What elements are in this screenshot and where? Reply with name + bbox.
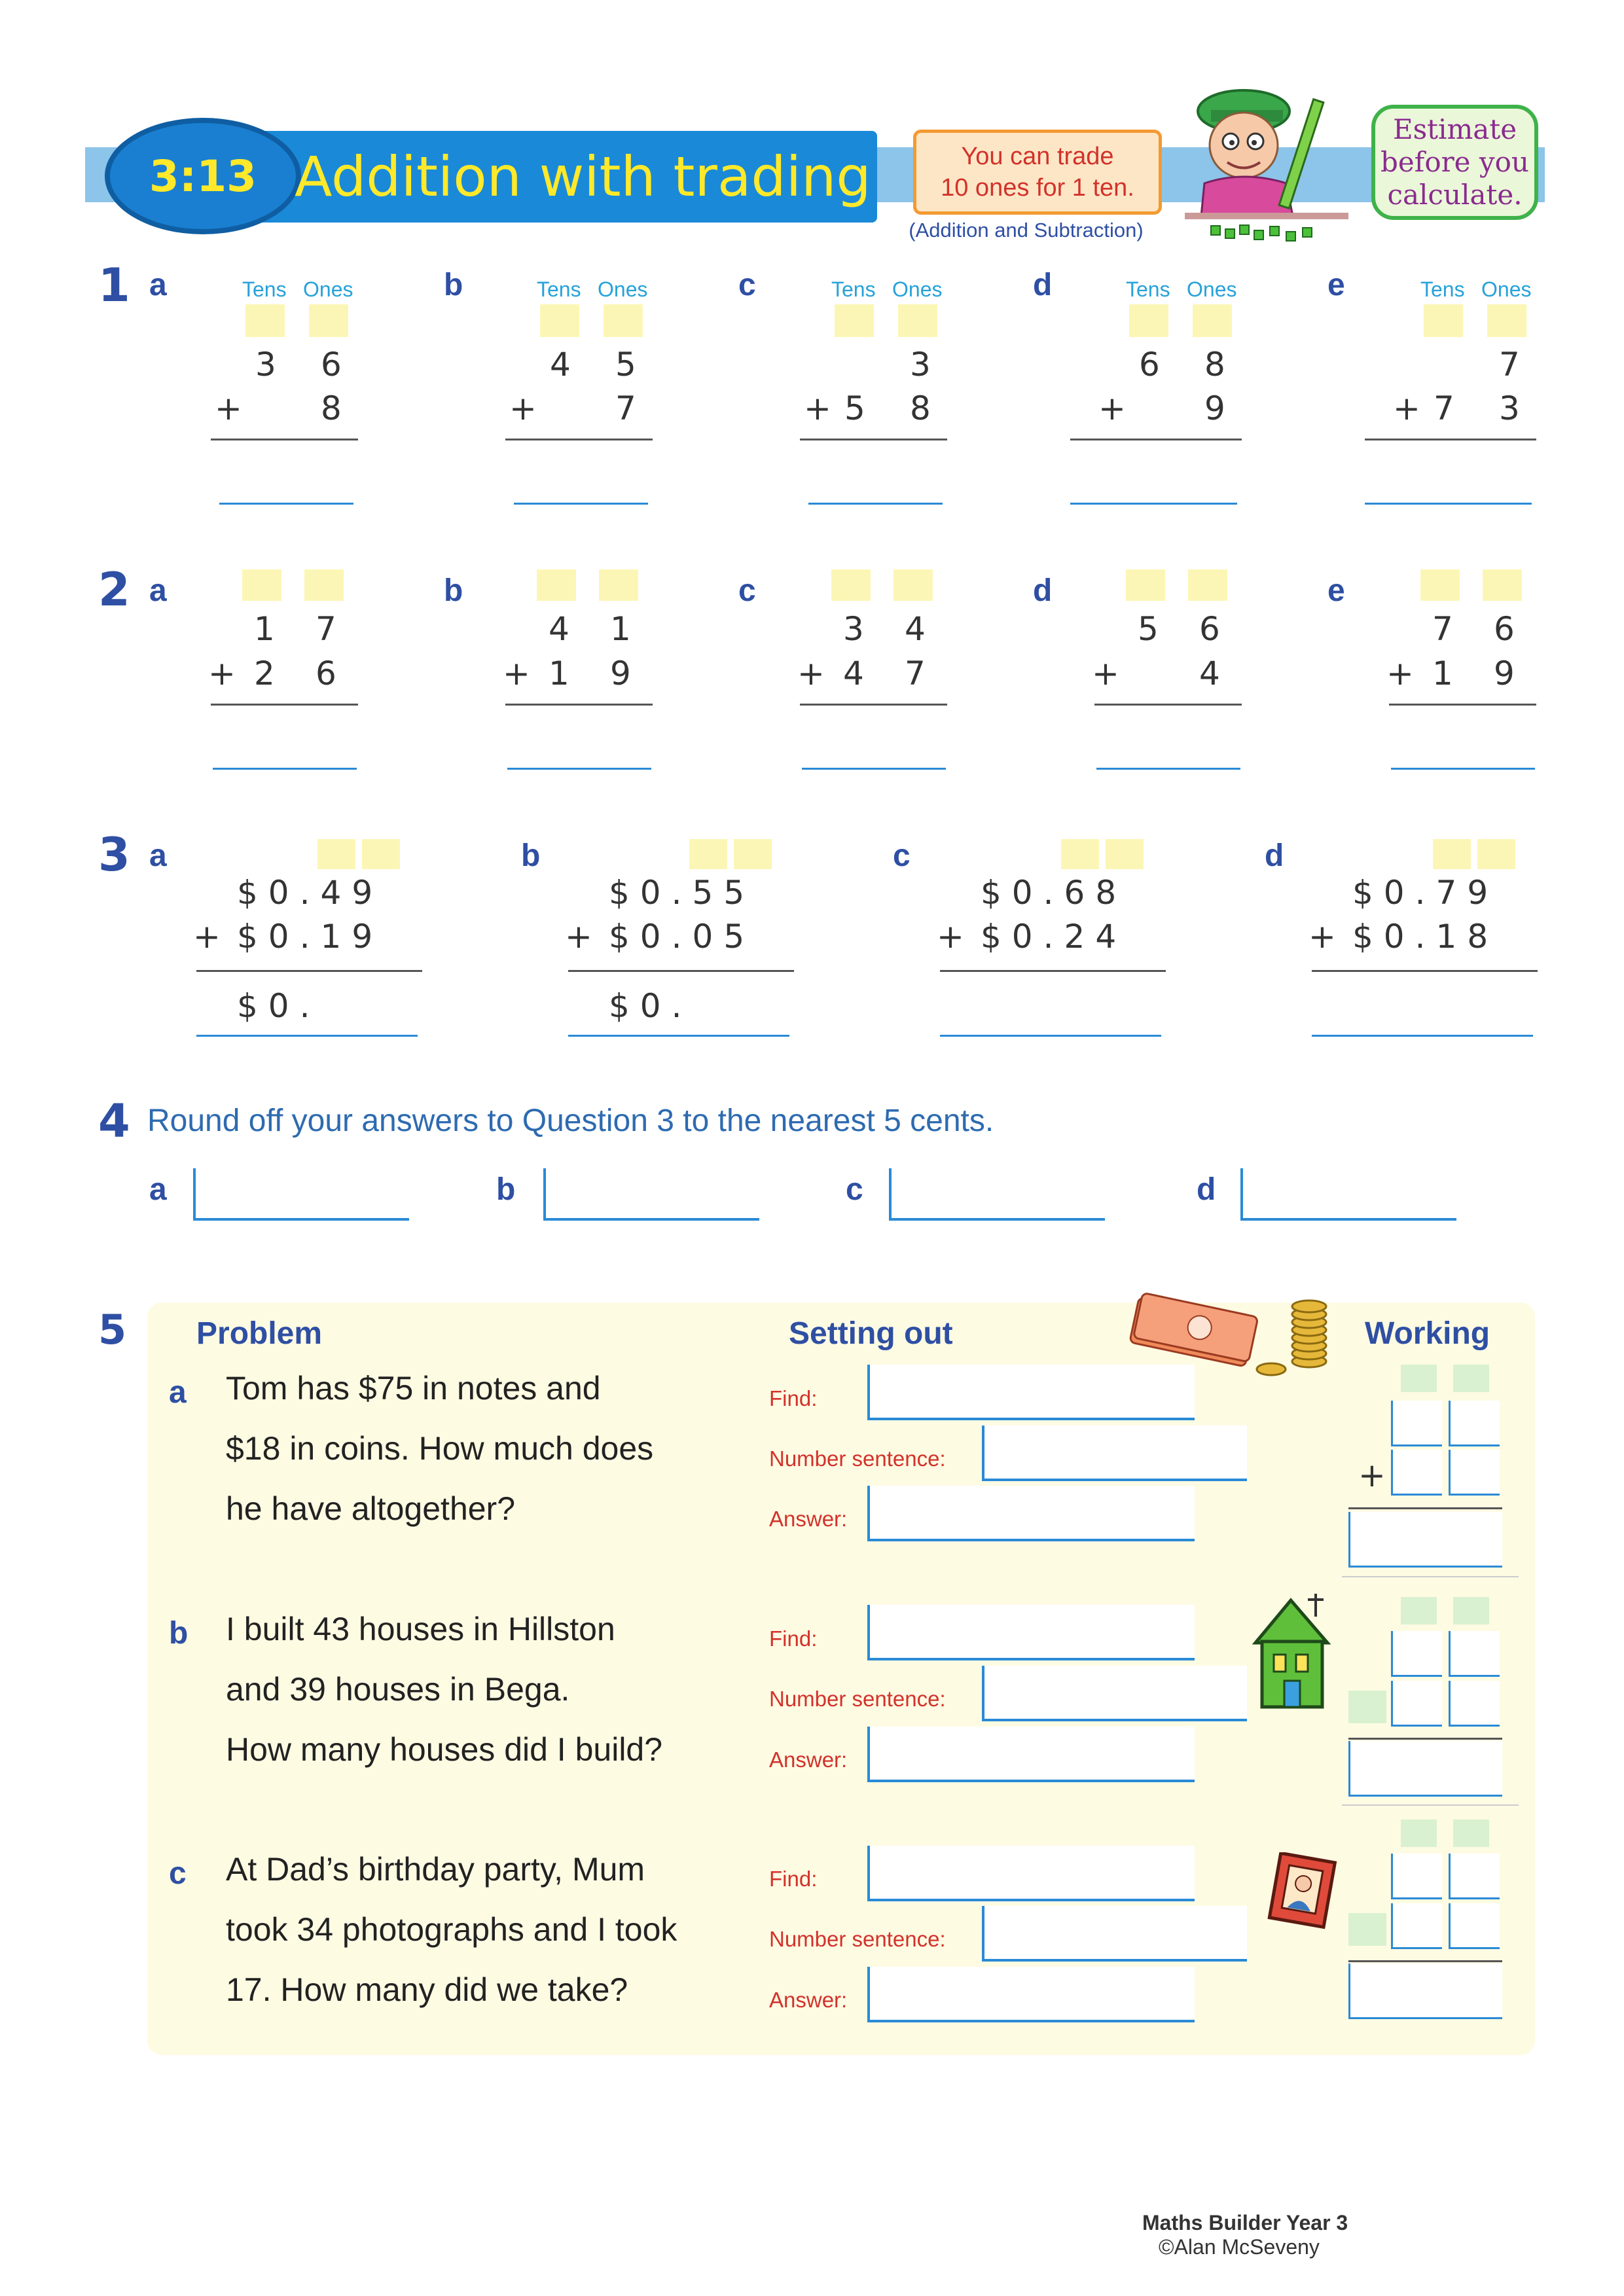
- sum-rule: [505, 704, 653, 706]
- working-column-header: Working: [1365, 1316, 1490, 1351]
- question-4-number: 4: [98, 1094, 130, 1148]
- top-tens-digit: 4: [549, 610, 569, 648]
- bottom-ones-digit: 9: [610, 655, 631, 692]
- tens-header: Tens: [1420, 278, 1465, 301]
- question-1-number: 1: [98, 259, 130, 312]
- page-title: Addition with trading: [295, 145, 871, 209]
- top-ones-digit: 8: [1204, 346, 1225, 384]
- bottom-ones-digit: 3: [1499, 389, 1520, 427]
- top-ones-digit: 5: [615, 346, 636, 384]
- bubble-line1: Estimate: [1392, 113, 1517, 145]
- footer-book-title: Maths Builder Year 3: [1142, 2211, 1348, 2234]
- top-tens-digit: 3: [843, 610, 864, 648]
- problem-b-line2: and 39 houses in Bega.: [226, 1671, 570, 1708]
- working-carry-tens[interactable]: [1401, 1597, 1437, 1624]
- tens-carry-cell[interactable]: [1420, 569, 1460, 601]
- sum-rule: [800, 704, 947, 706]
- q2-letter: d: [1033, 573, 1053, 608]
- photo-frame-icon: [1267, 1852, 1339, 1931]
- ones-carry-cell[interactable]: [1193, 304, 1232, 337]
- answer-prefix: $0.: [609, 987, 693, 1025]
- working-carry-ones[interactable]: [1453, 1365, 1489, 1392]
- house-icon: [1250, 1590, 1335, 1715]
- working-carry-tens[interactable]: [1401, 1820, 1437, 1847]
- ones-carry-cell[interactable]: [1188, 569, 1227, 601]
- plus-sign: +: [1098, 389, 1126, 427]
- q2-letter: a: [149, 573, 167, 608]
- working-operator-cell[interactable]: [1348, 1691, 1386, 1723]
- tens-carry-cell[interactable]: [831, 569, 871, 601]
- working-plus: +: [1358, 1456, 1386, 1494]
- find-label: Find:: [769, 1626, 818, 1651]
- working-top-tens[interactable]: [1391, 1631, 1442, 1677]
- top-ones-digit: 6: [1494, 610, 1515, 648]
- bubble-line2: before you: [1380, 146, 1529, 178]
- plus-sign: +: [215, 389, 242, 427]
- q2-letter: b: [444, 573, 463, 608]
- tens-header: Tens: [831, 278, 876, 301]
- answer-input-a[interactable]: [867, 1486, 1195, 1541]
- plus-sign: +: [804, 389, 831, 427]
- problem-a-line3: he have altogether?: [226, 1490, 516, 1527]
- working-carry-tens[interactable]: [1401, 1365, 1437, 1392]
- ones-carry-cell[interactable]: [1483, 569, 1522, 601]
- q2-letter: e: [1327, 573, 1345, 608]
- sum-rule: [1365, 439, 1536, 440]
- answer-label: Answer:: [769, 1507, 848, 1531]
- question-4-instruction: Round off your answers to Question 3 to the nearest 5 cents.: [147, 1103, 994, 1138]
- tens-carry-cell[interactable]: [242, 569, 281, 601]
- bottom-ones-digit: 7: [905, 655, 926, 692]
- plus-sign: +: [1308, 918, 1336, 956]
- tens-carry-cell[interactable]: [1126, 569, 1165, 601]
- answer-input-c[interactable]: [867, 1967, 1195, 2022]
- find-input-c[interactable]: [867, 1846, 1195, 1901]
- q3-letter: d: [1265, 838, 1284, 873]
- problem-a-text: [226, 1358, 653, 1539]
- problem-c-line2: took 34 photographs and I took: [226, 1911, 677, 1948]
- working-answer[interactable]: [1348, 1512, 1502, 1568]
- working-bottom-tens[interactable]: [1391, 1681, 1442, 1727]
- answer-line[interactable]: [514, 458, 648, 505]
- find-input-a[interactable]: [867, 1365, 1195, 1420]
- tens-header: Tens: [537, 278, 581, 301]
- problem-a-line2: $18 in coins. How much does: [226, 1430, 654, 1467]
- sum-rule: [940, 970, 1166, 972]
- question-5-number: 5: [98, 1306, 127, 1354]
- q4-letter-a: a: [149, 1172, 167, 1207]
- sum-rule: [568, 970, 794, 972]
- problem-c-line3: 17. How many did we take?: [226, 1971, 628, 2008]
- working-top-tens[interactable]: [1391, 1854, 1442, 1899]
- working-carry-ones[interactable]: [1453, 1820, 1489, 1847]
- setting-out-column-header: Setting out: [789, 1316, 953, 1351]
- q4-answer-box-d[interactable]: [1240, 1168, 1456, 1221]
- problem-b-line3: How many houses did I build?: [226, 1731, 663, 1768]
- tens-header: Tens: [1126, 278, 1170, 301]
- plus-sign: +: [509, 389, 537, 427]
- plus-sign: +: [797, 655, 825, 692]
- bottom-amount: $0.19: [237, 918, 384, 956]
- top-amount: $0.49: [237, 874, 384, 912]
- answer-line[interactable]: [213, 723, 357, 770]
- footer-copyright: ©Alan McSeveny: [1159, 2235, 1320, 2259]
- working-bottom-ones[interactable]: [1449, 1450, 1500, 1496]
- sum-rule: [1094, 704, 1242, 706]
- find-label: Find:: [769, 1386, 818, 1410]
- estimate-speech-bubble: [1371, 105, 1538, 220]
- answer-line[interactable]: [507, 723, 651, 770]
- bottom-ones-digit: 9: [1494, 655, 1515, 692]
- ones-carry-cell[interactable]: [309, 304, 348, 337]
- bottom-tens-digit: 2: [254, 655, 275, 692]
- mascot-illustration: [1165, 85, 1375, 249]
- bottom-amount: $0.05: [609, 918, 755, 956]
- working-top-ones[interactable]: [1449, 1631, 1500, 1677]
- sum-rule: [1070, 439, 1242, 440]
- q5-letter-c: c: [169, 1856, 187, 1891]
- bottom-ones-digit: 7: [615, 389, 636, 427]
- find-label: Find:: [769, 1867, 818, 1891]
- top-ones-digit: 6: [1199, 610, 1220, 648]
- bottom-ones-digit: 4: [1199, 655, 1220, 692]
- lesson-code: 3:13: [149, 151, 257, 202]
- bottom-tens-digit: 7: [1434, 389, 1454, 427]
- number-sentence-input-b[interactable]: [982, 1666, 1247, 1721]
- tens-carry-cell[interactable]: [245, 304, 285, 337]
- answer-input-b[interactable]: [867, 1727, 1195, 1782]
- problem-c-text: [226, 1839, 677, 2020]
- sum-rule: [505, 439, 653, 440]
- top-ones-digit: 1: [610, 610, 631, 648]
- lesson-badge: [105, 118, 301, 234]
- answer-line[interactable]: [196, 985, 418, 1037]
- reference-text: (Addition and Subtraction): [909, 219, 1144, 242]
- top-tens-digit: 4: [550, 346, 571, 384]
- hundredths-carry-cell[interactable]: [734, 839, 772, 869]
- answer-line[interactable]: [808, 458, 943, 505]
- ones-carry-cell[interactable]: [604, 304, 643, 337]
- trade-tip-box: [913, 130, 1162, 215]
- q4-answer-box-b[interactable]: [543, 1168, 759, 1221]
- bottom-tens-digit: 4: [843, 655, 864, 692]
- tens-carry-cell[interactable]: [1424, 304, 1463, 337]
- plus-sign: +: [1393, 389, 1420, 427]
- ones-header: Ones: [892, 278, 943, 301]
- sum-rule: [1389, 704, 1536, 706]
- number-sentence-input-a[interactable]: [982, 1426, 1247, 1481]
- answer-label: Answer:: [769, 1748, 848, 1772]
- bottom-ones-digit: 6: [316, 655, 336, 692]
- working-top-ones[interactable]: [1449, 1401, 1500, 1446]
- top-tens-digit: 3: [255, 346, 276, 384]
- number-sentence-input-c[interactable]: [982, 1906, 1247, 1962]
- tens-carry-cell[interactable]: [1129, 304, 1168, 337]
- answer-line[interactable]: [568, 985, 789, 1037]
- q1-letter: a: [149, 268, 167, 302]
- question-2-number: 2: [98, 563, 130, 617]
- top-tens-digit: 6: [1139, 346, 1160, 384]
- bottom-ones-digit: 8: [910, 389, 931, 427]
- bottom-tens-digit: 1: [549, 655, 569, 692]
- working-top-ones[interactable]: [1449, 1854, 1500, 1899]
- top-tens-digit: 7: [1432, 610, 1453, 648]
- find-input-b[interactable]: [867, 1605, 1195, 1660]
- q3-letter: a: [149, 838, 167, 873]
- q4-letter-d: d: [1197, 1172, 1216, 1207]
- working-answer[interactable]: [1348, 1964, 1502, 2019]
- q2-letter: c: [738, 573, 756, 608]
- working-sum-rule: [1348, 1738, 1502, 1740]
- bottom-tens-digit: 1: [1432, 655, 1453, 692]
- q1-letter: d: [1033, 268, 1053, 302]
- working-bottom-ones[interactable]: [1449, 1903, 1500, 1949]
- answer-line[interactable]: [1070, 458, 1237, 505]
- working-bottom-ones[interactable]: [1449, 1681, 1500, 1727]
- ones-header: Ones: [303, 278, 353, 301]
- ones-header: Ones: [598, 278, 648, 301]
- tens-header: Tens: [242, 278, 287, 301]
- top-ones-digit: 6: [321, 346, 342, 384]
- sum-rule: [211, 439, 358, 440]
- q1-letter: b: [444, 268, 463, 302]
- top-tens-digit: 1: [254, 610, 275, 648]
- working-bottom-tens[interactable]: [1391, 1903, 1442, 1949]
- bubble-line3: calculate.: [1387, 179, 1523, 211]
- plus-sign: +: [208, 655, 236, 692]
- bottom-ones-digit: 8: [321, 389, 342, 427]
- q5-letter-b: b: [169, 1616, 189, 1651]
- hundredths-carry-cell[interactable]: [1477, 839, 1515, 869]
- working-answer[interactable]: [1348, 1741, 1502, 1797]
- working-carry-ones[interactable]: [1453, 1597, 1489, 1624]
- problem-b-text: [226, 1599, 662, 1780]
- q4-letter-b: b: [496, 1172, 516, 1207]
- tenths-carry-cell[interactable]: [689, 839, 727, 869]
- plus-sign: +: [193, 918, 221, 956]
- bottom-amount: $0.18: [1352, 918, 1499, 956]
- ones-carry-cell[interactable]: [898, 304, 937, 337]
- answer-line[interactable]: [1391, 723, 1535, 770]
- number-sentence-label: Number sentence:: [769, 1446, 946, 1471]
- number-sentence-label: Number sentence:: [769, 1927, 946, 1951]
- q5-letter-a: a: [169, 1375, 187, 1410]
- plus-sign: +: [937, 918, 964, 956]
- sum-rule: [800, 439, 947, 440]
- top-amount: $0.55: [609, 874, 755, 912]
- q4-letter-c: c: [846, 1172, 863, 1207]
- hundredths-carry-cell[interactable]: [362, 839, 400, 869]
- answer-line[interactable]: [940, 985, 1161, 1037]
- top-tens-digit: 5: [1138, 610, 1159, 648]
- question-3-number: 3: [98, 828, 130, 882]
- tens-carry-cell[interactable]: [835, 304, 874, 337]
- top-ones-digit: 7: [316, 610, 336, 648]
- plus-sign: +: [565, 918, 592, 956]
- q1-letter: c: [738, 268, 756, 302]
- problem-column-header: Problem: [196, 1316, 323, 1351]
- working-top-tens[interactable]: [1391, 1401, 1442, 1446]
- answer-line[interactable]: [1312, 985, 1533, 1037]
- ones-header: Ones: [1481, 278, 1532, 301]
- trade-tip-line2: 10 ones for 1 ten.: [941, 174, 1134, 202]
- problem-a-line1: Tom has $75 in notes and: [226, 1370, 601, 1407]
- answer-line[interactable]: [1365, 458, 1532, 505]
- q3-letter: c: [893, 838, 911, 873]
- top-amount: $0.68: [981, 874, 1127, 912]
- working-sum-rule: [1348, 1507, 1502, 1509]
- trade-tip-line1: You can trade: [961, 143, 1114, 170]
- bottom-amount: $0.24: [981, 918, 1127, 956]
- problem-c-line1: At Dad’s birthday party, Mum: [226, 1851, 645, 1888]
- bottom-ones-digit: 9: [1204, 389, 1225, 427]
- answer-line[interactable]: [1096, 723, 1240, 770]
- hundredths-carry-cell[interactable]: [1106, 839, 1144, 869]
- tenths-carry-cell[interactable]: [317, 839, 355, 869]
- plus-sign: +: [503, 655, 530, 692]
- plus-sign: +: [1386, 655, 1414, 692]
- top-ones-digit: 7: [1499, 346, 1520, 384]
- working-bottom-tens[interactable]: [1391, 1450, 1442, 1496]
- q1-letter: e: [1327, 268, 1345, 302]
- problem-b-line1: I built 43 houses in Hillston: [226, 1611, 615, 1647]
- answer-line[interactable]: [219, 458, 353, 505]
- ones-header: Ones: [1187, 278, 1237, 301]
- answer-line[interactable]: [802, 723, 946, 770]
- ones-carry-cell[interactable]: [1487, 304, 1526, 337]
- q4-answer-box-a[interactable]: [193, 1168, 409, 1221]
- divider: [1342, 1804, 1519, 1806]
- tens-carry-cell[interactable]: [540, 304, 579, 337]
- number-sentence-label: Number sentence:: [769, 1687, 946, 1711]
- answer-label: Answer:: [769, 1988, 848, 2012]
- tenths-carry-cell[interactable]: [1061, 839, 1099, 869]
- ones-carry-cell[interactable]: [893, 569, 933, 601]
- working-sum-rule: [1348, 1960, 1502, 1962]
- tenths-carry-cell[interactable]: [1433, 839, 1471, 869]
- plus-sign: +: [1092, 655, 1119, 692]
- top-amount: $0.79: [1352, 874, 1499, 912]
- q3-letter: b: [521, 838, 541, 873]
- sum-rule: [1312, 970, 1538, 972]
- working-operator-cell[interactable]: [1348, 1913, 1386, 1946]
- sum-rule: [211, 704, 358, 706]
- ones-carry-cell[interactable]: [304, 569, 344, 601]
- ones-carry-cell[interactable]: [599, 569, 638, 601]
- divider: [1342, 1576, 1519, 1577]
- top-ones-digit: 4: [905, 610, 926, 648]
- bottom-tens-digit: 5: [844, 389, 865, 427]
- top-ones-digit: 3: [910, 346, 931, 384]
- answer-prefix: $0.: [237, 987, 321, 1025]
- q4-answer-box-c[interactable]: [889, 1168, 1105, 1221]
- tens-carry-cell[interactable]: [537, 569, 576, 601]
- sum-rule: [196, 970, 422, 972]
